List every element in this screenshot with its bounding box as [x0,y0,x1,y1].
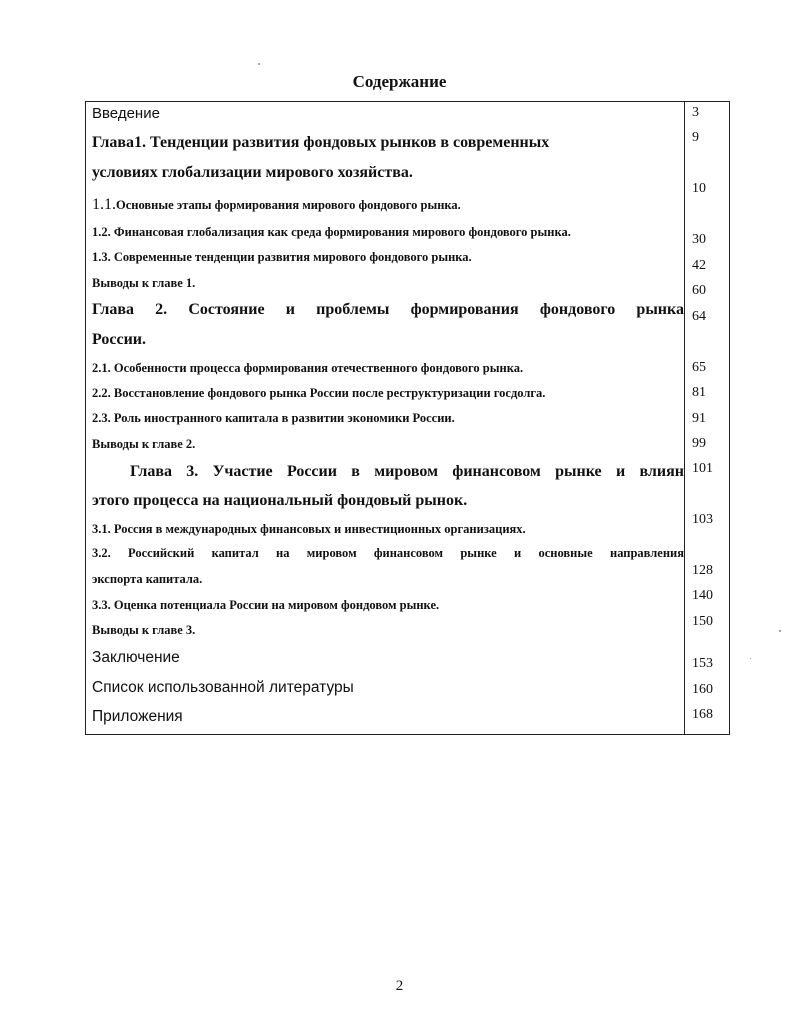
page-ref: 153 [692,656,713,671]
toc-entry-section-2-2: 2.2. Восстановление фондового рынка России после реструктуризации госдолга. [92,386,546,400]
toc-entry-section-1-3: 1.3. Современные тенденции развития мирового фондового рынка. [92,250,472,264]
toc-entry-chapter1-line1: Глава1. Тенденции развития фондовых рынков в современных [92,134,550,151]
page-ref: 140 [692,588,713,603]
scan-speck [258,63,260,65]
toc-entry-section-2-1: 2.1. Особенности процесса формирования отечественного фондового рынка. [92,361,524,375]
page-ref: 99 [692,436,706,451]
page-ref: 91 [692,411,706,426]
page-ref: 101 [692,461,713,476]
section-1-1-number: 1.1. [92,196,116,213]
toc-entry-chapter3-line1: Глава 3. Участие России в мировом финансовом рынке и влиян [130,463,684,480]
toc-entry-appendices: Приложения [92,708,183,725]
scan-speck [779,630,781,632]
page-number: 2 [395,978,404,994]
toc-entry-section-3-1: 3.1. Россия в международных финансовых и инвестиционных организациях. [92,522,526,536]
page-ref: 30 [692,232,706,247]
toc-entry-section-2-3: 2.3. Роль иностранного капитала в развитии экономики России. [92,411,455,425]
toc-entry-conclusions-1: Выводы к главе 1. [92,276,196,290]
toc-entry-section-3-2-line1: 3.2. Российский капитал на мировом финансовом рынке и основные направления [92,546,684,560]
page-ref: 128 [692,563,713,578]
table-of-contents [85,101,730,735]
toc-entry-chapter2-line1: Глава 2. Состояние и проблемы формирования фондового рынка [92,301,684,318]
page-ref: 168 [692,707,713,722]
toc-entry-section-3-3: 3.3. Оценка потенциала России на мировом фондовом рынке. [92,598,440,612]
section-1-1-title: Основные этапы формирования мирового фондового рынка. [116,198,461,212]
toc-entry-conclusion: Заключение [92,649,180,666]
toc-entry-conclusions-2: Выводы к главе 2. [92,437,196,451]
page-ref: 103 [692,512,713,527]
page-ref: 150 [692,614,713,629]
toc-entry-bibliography: Список использованной литературы [92,679,354,696]
toc-entry-chapter1-line2: условиях глобализации мирового хозяйства. [92,164,413,181]
page-ref: 64 [692,309,706,324]
document-title: Содержание [352,72,447,91]
toc-entry-introduction: Введение [92,105,160,122]
toc-entry-section-1-1 [92,196,684,214]
toc-entry-section-1-2: 1.2. Финансовая глобализация как среда формирования мирового фондового рынка. [92,225,571,239]
page-ref: 3 [692,105,699,120]
page-ref: 42 [692,258,706,273]
scan-speck [750,658,751,659]
page-ref: 160 [692,682,713,697]
toc-entry-chapter2-line2: России. [92,331,147,348]
toc-entry-section-3-2-line2: экспорта капитала. [92,572,203,586]
page-ref: 81 [692,385,706,400]
page-ref: 60 [692,283,706,298]
toc-entry-chapter3-line2: этого процесса на национальный фондовый рынок. [92,492,468,509]
page-ref: 65 [692,360,706,375]
toc-entry-conclusions-3: Выводы к главе 3. [92,623,196,637]
page-ref: 9 [692,130,699,145]
column-divider [684,102,685,734]
page-ref: 10 [692,181,706,196]
